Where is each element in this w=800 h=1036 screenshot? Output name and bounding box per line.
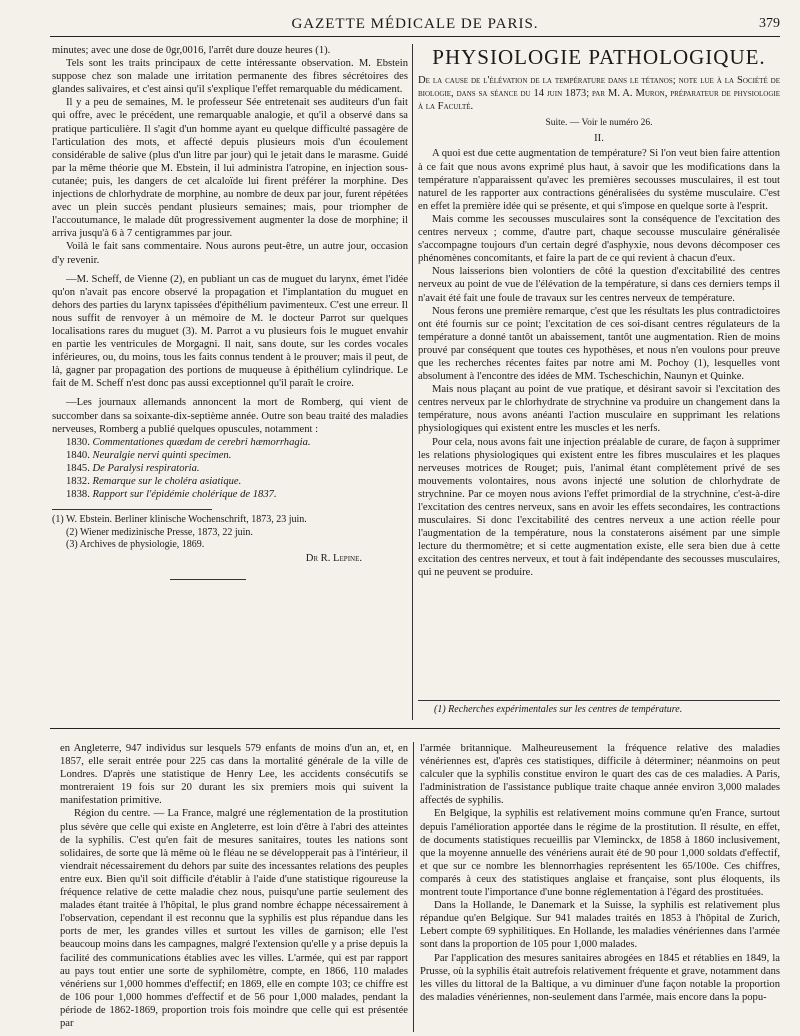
paragraph: en Angleterre, 947 individus sur lesquels 579 enfants de moins d'un an, et, en 1857, elle serait entrée pour 225 cas dans la mortalité générale de la ville de Londres. D'après une statistique de Henry Lee, les accidents consécutifs se montreraient 19 fois sur 20 durant les six premiers mois qui suivent la manifestation primitive. [60, 743, 408, 807]
journal-title: GAZETTE MÉDICALE DE PARIS. [291, 16, 539, 32]
footnote-divider [52, 509, 212, 510]
section-number: II. [594, 133, 604, 145]
paragraph: l'armée britannique. Malheureusement la fréquence relative des maladies vénériennes est, d'après ces statistiques, difficile à déterminer; néanmoins on peut calculer que la syphilis constitue environ le quart des cas de ces maladies. A Paris, l'administration de l'assistance publique traite chaque année environ 3,000 malades affectés de syphilis. [420, 743, 780, 807]
list-item: 1845. De Paralysi respiratoria. [66, 462, 200, 474]
continuation-note: Suite. — Voir le numéro 26. [545, 118, 653, 129]
paragraph: Pour cela, nous avons fait une injection préalable de curare, de façon à supprimer les relations physiologiques qui existent entre les fibres musculaires et les plaques nerveuses motrices de Rouget; puis, l'animal étant complètement privé de ses mouvements volontaires, nous avons injecté une solution de chlorhydrate de strychnine. Par ce moyen nous avions l'effet primordial de la strychnine, c'est-à-dire l'excitation des centres nerveux, sans en avoir les effets secondaires, les contractions musculaires. Si donc l'excitabilité des centres nerveux a une action réelle pour l'augmentation de la température, nous la constaterons aisément par une simple lecture du thermomètre; et si cette augmentation existe, elle sera bien due à cette excitation des centres nerveux, et tout à fait indépendante des secousses musculaires, qui ne peuvent se produire. [418, 436, 780, 579]
paragraph: minutes; avec une dose de 0gr,0016, l'arrêt dure douze heures (1). [52, 45, 331, 56]
footnote: (2) Wiener medizinische Presse, 1873, 22 juin. [66, 526, 253, 538]
paragraph: Nous laisserions bien volontiers de côté la question d'excitabilité des centres nerveux au point de vue de l'élévation de la température, si dans ces derniers temps il n'avait été fait une foule de travaux sur les centres nerveux de température. [418, 266, 780, 304]
list-item: 1830. Commentationes quædam de cerebri hæmorrhagia. [66, 436, 311, 448]
footnote: (1) W. Ebstein. Berliner klinische Wochenschrift, 1873, 23 juin. [52, 514, 307, 526]
paragraph: Région du centre. — La France, malgré une réglementation de la prostitution plus sévère que celle qui existe en Angleterre, est loin d'être à l'abri des atteintes de la syphilis. C'est qu'en fait de mesures sanitaires, toutes les nations sont solidaires, de sorte que là même où le fléau ne se développerait pas à l'intérieur, il viendrait nécessairement du dehors par suite des incessantes relations des peuples entre eux. Bien qu'il soit difficile d'établir à l'aide d'une statistique rigoureuse la fréquence relative de cette maladie chez nous, puisqu'une partie seulement des malades étant traitée à l'hôpital, le plus grand nombre échappe nécessairement à l'observation, cependant il est reconnu que la syphilis est plus répandue dans les ports de mer, les grandes villes et surtout les villes de garnison; elle l'est beaucoup moins dans les campagnes, malgré l'extension qu'elle y a prise depuis la facilité des communications établies avec les villes. L'armée, qui est par rapport au pays tout entier une sorte de syphilomètre, compte, en 1866, 110 malades vénériens sur 1,000 hommes d'effectif; en 1869, elle en compte 103; ce chiffre est de 106 pour 1,000 hommes d'effectif et de 56 pour 1,000 malades, pendant la période de 1862-1869, proportion trois fois moindre que celle qui est présentée par [60, 808, 408, 1029]
footnotes [52, 514, 408, 552]
signature: Dr R. Lepine. [305, 552, 362, 564]
page-number: 379 [759, 16, 780, 31]
paragraph: Mais nous plaçant au point de vue pratique, et désirant savoir si l'excitation des centres nerveux par le chlorhydrate de strychnine va produire un changement dans la température, nous avons anéanti l'action musculaire en supprimant les relations physiologiques qui existent entre les muscles et les nerfs. [418, 384, 780, 435]
bottom-right-column [420, 742, 780, 1034]
end-divider [170, 579, 246, 580]
paragraph: Tels sont les traits principaux de cette intéressante observation. M. Ebstein suppose chez son malade une irritation permanente des fibres sécrétoires des glandes salivaires, et c'est ainsi qu'il s'explique l'effet remarquable du médicament. [52, 58, 408, 96]
left-column [52, 44, 408, 684]
bottom-left-column [60, 742, 408, 1034]
list-item: 1832. Remarque sur le choléra asiatique. [66, 476, 242, 487]
paragraph: Il y a peu de semaines, M. le professeur Sée entretenait ses auditeurs d'un fait qui offre, avec le précédent, une remarquable analogie, et qu'il a observé dans sa pratique particulière. Il s'agit d'un homme ayant eu quelque difficulté passagère de l'articulation des mots, et affecté depuis plusieurs mois d'un écoulement considérable de salive (plus d'un litre par jour) qui le jetait dans le marasme. Guidé par la même théorie que M. Ebstein, il lui administra l'atropine, en injection sous-cutanée; puis, les dangers de cet alcaloïde lui firent préférer la morphine. Des injections de chlorhydrate de morphine, au nombre de deux par jour, furent répétées avec un plein succès pendant plusieurs semaines; mais, pour triompher de l'accoutumance, le malade dût progressivement augmenter la dose de morphine; il arriva jusqu'à 6 à 7 centigrammes par jour. [52, 97, 408, 240]
paragraph: —Les journaux allemands annoncent la mort de Romberg, qui vient de succomber dans sa soixante-dix-septième année. Outre son beau traité des maladies nerveuses, Romberg a publié quelques opuscules, notamment : [52, 397, 408, 435]
list-item: 1840. Neuralgie nervi quinti specimen. [66, 449, 232, 461]
section-divider [50, 728, 780, 729]
paragraph: Voilà le fait sans commentaire. Nous aurons peut-être, un autre jour, occasion d'y revenir. [52, 241, 408, 266]
page-header [50, 14, 780, 37]
article-subtitle: De la cause de l'élévation de la température dans le tétanos; note lue à la Société de biologie, dans sa séance du 14 juin 1873; par M. A. Muron, préparateur de physiologie à la Faculté. [418, 75, 780, 113]
paragraph: Mais comme les secousses musculaires sont la conséquence de l'excitation des centres nerveux ; comme, d'autre part, chaque secousse musculaire généralisée s'accompagne toujours d'un certain degré d'asphyxie, nous devons décomposer ces phénomènes concomitants, et faire la part de ce qui revient à chacun d'eux. [418, 213, 780, 265]
column-divider [413, 742, 414, 1032]
works-list [66, 436, 408, 501]
section-title: PHYSIOLOGIE PATHOLOGIQUE. [432, 45, 766, 69]
paragraph: Dans la Hollande, le Danemark et la Suisse, la syphilis est relativement plus répandue qu'en Belgique. Sur 941 malades traités en 1853 à l'hôpital de Zurich, Lebert compte 69 syphilitiques. En Hollande, les maladies vénériennes dans l'armée sont dans la proportion de 105 pour 1,000 malades. [420, 900, 780, 951]
paragraph: A quoi est due cette augmentation de température? Si l'on veut bien faire attention à ce fait que nous avons exprimé plus haut, à savoir que les modifications dans la température n'apparaissent qu'avec les premières secousses musculaires, il est tout naturel de les rapporter aux contractions généralisées du système musculaire. C'est en effet la première idée qui se présente, et qui s'impose en quelque sorte à l'esprit. [418, 148, 780, 212]
paragraph: —M. Scheff, de Vienne (2), en publiant un cas de muguet du larynx, émet l'idée qu'on n'avait pas encore observé la propagation et l'implantation du muguet en dehors des parties du larynx tapissées d'épithélium pavimenteux. C'est une erreur. Il nous suffit de renvoyer à un mémoire de M. le docteur Parrot sur quelques localisations rares du muguet (3). M. Parrot a vu plusieurs fois le muguet envahir en partie les ventricules de Morgagni. Il nait, sans doute, sur les cordes vocales inférieures, ou, du moins, tous les faits connus tendent à le prouver; mais il peut, de là, gagner par propagation des portions de muqueuse à épithélium cylindrique. Le fait de M. Scheff n'est donc pas aussi exceptionnel qu'il paraît le croire. [52, 273, 408, 390]
column-divider [412, 44, 413, 720]
list-item: 1838. Rapport sur l'épidémie cholérique de 1837. [66, 489, 277, 501]
paragraph: Nous ferons une première remarque, c'est que les résultats les plus contradictoires ont été fournis sur ce point; l'excitation de ces soi-disant centres régulateurs de la température a donné tantôt un abaissement, tantôt une augmentation. Rien de moins prouvé par conséquent que toutes ces hypothèses, et nous n'en voulons pour preuve que les recherches récentes faites par notre ami M. Pochoy (1), lesquelles vont absolument à l'encontre des idées de MM. Tscheschichin, Naunyn et Quinke. [418, 305, 780, 383]
footnote-divider [418, 700, 780, 701]
right-column [418, 44, 780, 724]
footnote: (3) Archives de physiologie, 1869. [66, 539, 205, 551]
footnote: (1) Recherches expérimentales sur les centres de température. [434, 704, 683, 715]
paragraph: En Belgique, la syphilis est relativement moins commune qu'en France, surtout depuis l'amélioration apportée dans le régime de la prostitution. Il résulte, en effet, de documents statistiques recueillis par Vleminckx, de 1858 à 1860 inclusivement, que la moyenne annuelle des vénériens aurait été de 90 pour 1,000 soldats d'effectif, et que sur ce nombre les blennorrhagies représentent les 65/100e. Ces chiffres, comparés à ceux des statistiques anglaise et française, sont plus éloquents, ils montrent toute l'importance d'une bonne réglementation à l'égard des prostituées. [420, 808, 780, 899]
paragraph: Par l'application des mesures sanitaires abrogées en 1845 et rétablies en 1849, la Prusse, où la syphilis était autrefois relativement fréquente et grave, notamment dans les villes du littoral de la Baltique, a vu diminuer d'une façon notable la proportion des maladies vénériennes, non-seulement dans l'armée, mais encore dans la popu- [420, 952, 780, 1003]
